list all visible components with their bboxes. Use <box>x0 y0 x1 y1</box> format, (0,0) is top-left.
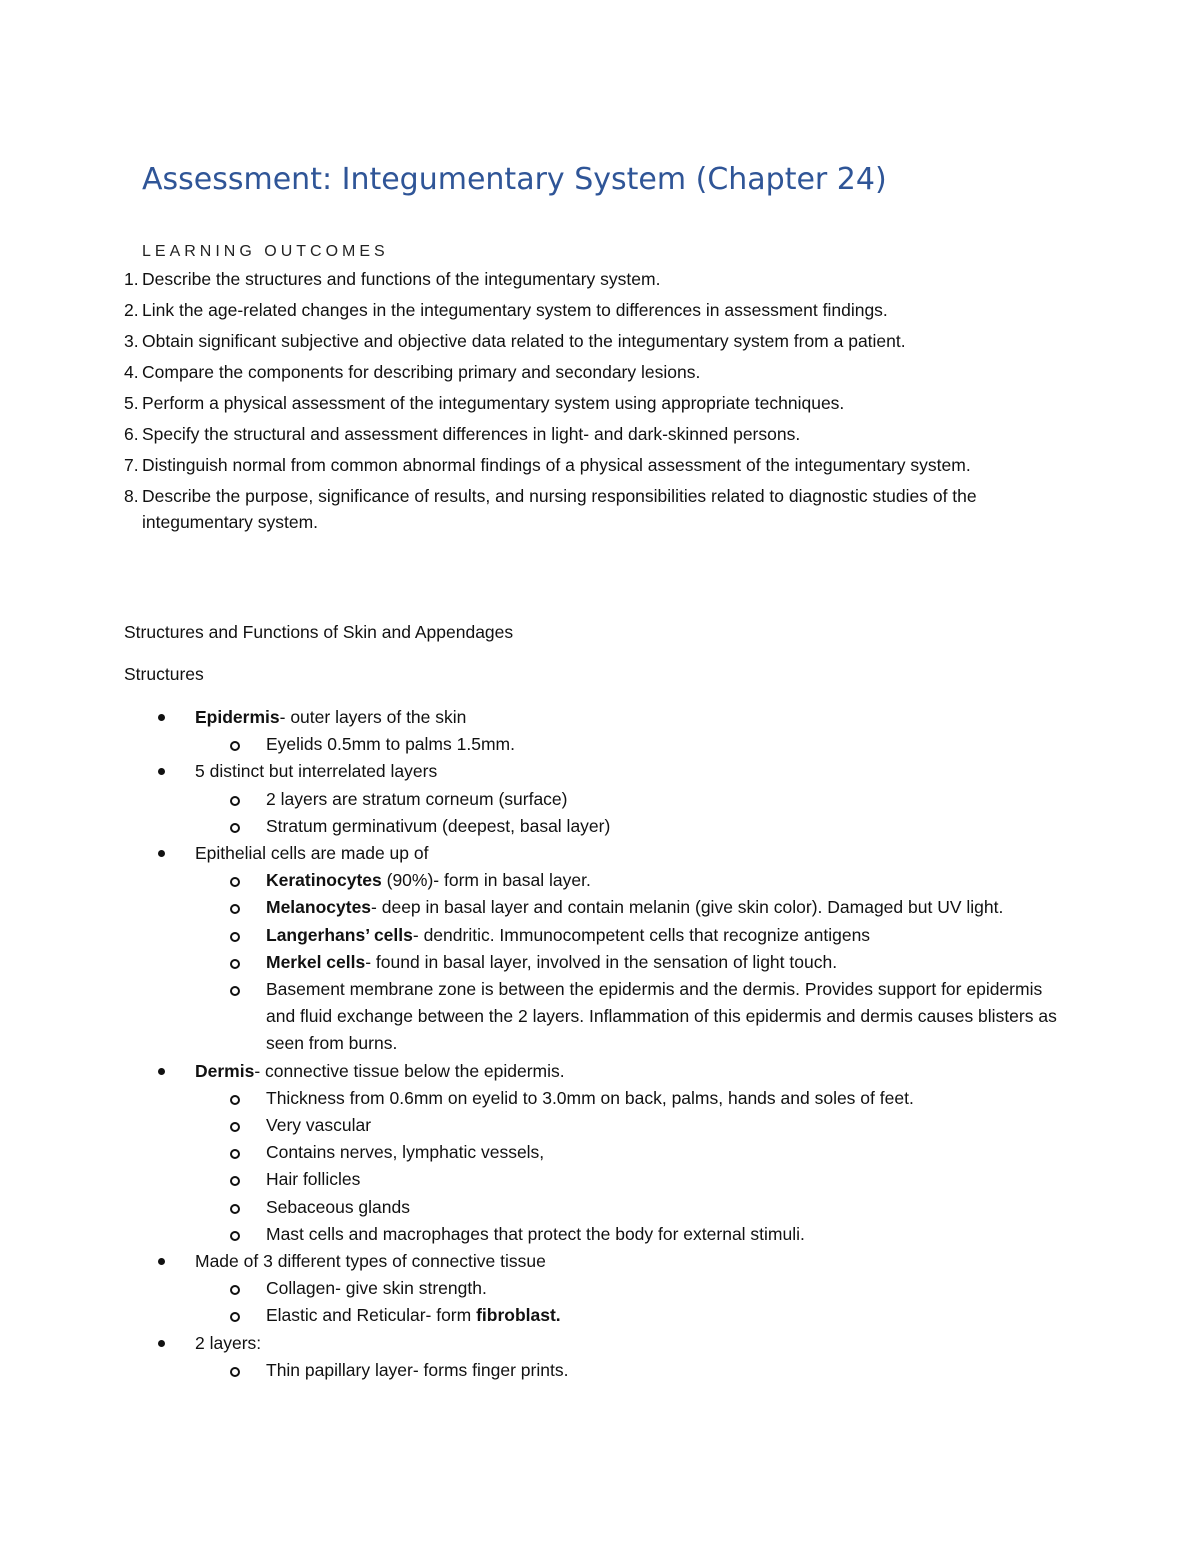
sub-bullet-term-after: fibroblast. <box>476 1305 561 1326</box>
sub-bullet-item <box>195 922 1064 949</box>
outcome-number: 2. <box>124 300 139 320</box>
hollow-bullet-icon <box>230 1149 240 1159</box>
sub-bullet-text: - found in basal layer, involved in the sensation of light touch. <box>365 951 838 972</box>
sub-bullet-text: Hair follicles <box>266 1169 361 1190</box>
sub-bullet-item <box>195 1166 1064 1193</box>
learning-outcomes-list <box>124 266 1064 540</box>
sub-bullet-text: Mast cells and macrophages that protect the body for external stimuli. <box>266 1223 805 1244</box>
sub-bullet-text: Thickness from 0.6mm on eyelid to 3.0mm on back, palms, hands and soles of feet. <box>266 1087 914 1108</box>
hollow-bullet-icon <box>230 796 240 806</box>
bullet-item <box>124 704 1064 758</box>
bullet-term: Dermis <box>195 1060 255 1081</box>
outcome-text: Specify the structural and assessment differences in light- and dark-skinned persons. <box>142 424 801 444</box>
sub-bullet-text: Sebaceous glands <box>266 1196 410 1217</box>
hollow-bullet-icon <box>230 741 240 751</box>
sub-bullet-item <box>195 1112 1064 1139</box>
outcome-number: 8. <box>124 486 139 506</box>
bullet-item <box>124 758 1064 840</box>
hollow-bullet-icon <box>230 1231 240 1241</box>
sub-bullet-text: Collagen- give skin strength. <box>266 1278 487 1299</box>
bullet-text: - connective tissue below the epidermis. <box>254 1060 565 1081</box>
hollow-bullet-icon <box>230 1312 240 1322</box>
hollow-bullet-icon <box>230 1095 240 1105</box>
sub-bullet-list <box>195 1275 1064 1329</box>
sub-bullet-item <box>195 949 1064 976</box>
hollow-bullet-icon <box>230 823 240 833</box>
sub-bullet-text: Elastic and Reticular- form <box>266 1305 477 1326</box>
bullet-text: - outer layers of the skin <box>279 707 467 727</box>
sub-bullet-text: - dendritic. Immunocompetent cells that recognize antigens <box>412 924 871 945</box>
sub-bullet-term: Merkel cells <box>266 951 366 972</box>
hollow-bullet-icon <box>230 1122 240 1132</box>
document-title: Assessment: Integumentary System (Chapter 24) <box>142 162 887 197</box>
outcome-number: 7. <box>124 455 139 475</box>
hollow-bullet-icon <box>230 1285 240 1295</box>
hollow-bullet-icon <box>230 986 240 996</box>
sub-bullet-text: (90%)- form in basal layer. <box>381 870 591 891</box>
sub-bullet-text: Basement membrane zone is between the epidermis and the dermis. Provides support for epidermis and fluid exchange between the 2 layers. Inflammation of this epidermis and dermis causes blisters as seen from burns. <box>266 979 1057 1054</box>
sub-bullet-text: Stratum germinativum (deepest, basal layer) <box>266 815 611 836</box>
sub-bullet-text: Very vascular <box>266 1115 372 1136</box>
bullet-dot-icon <box>158 714 165 721</box>
hollow-bullet-icon <box>230 1176 240 1186</box>
bullet-term: Epidermis <box>195 707 280 727</box>
bullet-text: 2 layers: <box>195 1332 262 1353</box>
sub-bullet-item <box>195 976 1064 1058</box>
sub-bullet-item <box>195 1275 1064 1302</box>
sub-bullet-item <box>195 867 1064 894</box>
outcome-number: 1. <box>124 269 139 289</box>
bullet-dot-icon <box>158 1258 165 1265</box>
learning-outcome-item <box>124 328 1064 354</box>
bullet-dot-icon <box>158 850 165 857</box>
bullet-dot-icon <box>158 1340 165 1347</box>
outcome-number: 5. <box>124 393 139 413</box>
sub-bullet-list <box>195 1357 1064 1384</box>
sub-bullet-list <box>195 867 1064 1057</box>
bullet-dot-icon <box>158 768 165 775</box>
hollow-bullet-icon <box>230 904 240 914</box>
learning-outcome-item <box>124 266 1064 292</box>
learning-outcome-item <box>124 452 1064 478</box>
outcome-number: 6. <box>124 424 139 444</box>
outcome-text: Compare the components for describing primary and secondary lesions. <box>142 362 701 382</box>
sub-bullet-text: 2 layers are stratum corneum (surface) <box>266 788 568 809</box>
sub-bullet-item <box>195 786 1064 813</box>
learning-outcomes-heading: LEARNING OUTCOMES <box>142 243 389 260</box>
bullet-item <box>124 1330 1064 1384</box>
bullet-item <box>124 1248 1064 1330</box>
outcome-text: Distinguish normal from common abnormal findings of a physical assessment of the integumentary system. <box>142 455 971 475</box>
learning-outcome-item <box>124 390 1064 416</box>
sub-bullet-text: Contains nerves, lymphatic vessels, <box>266 1142 545 1163</box>
outcome-number: 4. <box>124 362 139 382</box>
sub-bullet-item <box>195 1139 1064 1166</box>
outcome-text: Perform a physical assessment of the integumentary system using appropriate techniques. <box>142 393 845 413</box>
outcome-text: Describe the purpose, significance of results, and nursing responsibilities related to diagnostic studies of the integumentary system. <box>142 486 977 532</box>
sub-bullet-text: Eyelids 0.5mm to palms 1.5mm. <box>266 734 515 755</box>
outcome-number: 3. <box>124 331 139 351</box>
outcome-text: Describe the structures and functions of the integumentary system. <box>142 269 661 289</box>
sub-bullet-item <box>195 813 1064 840</box>
sub-bullet-item <box>195 894 1064 921</box>
hollow-bullet-icon <box>230 959 240 969</box>
sub-bullet-item <box>195 1357 1064 1384</box>
outcome-text: Obtain significant subjective and objective data related to the integumentary system from a patient. <box>142 331 906 351</box>
sub-bullet-term: Keratinocytes <box>266 870 382 891</box>
sub-bullet-text: - deep in basal layer and contain melanin (give skin color). Damaged but UV light. <box>371 897 1004 918</box>
learning-outcome-item <box>124 421 1064 447</box>
outcome-text: Link the age-related changes in the integumentary system to differences in assessment findings. <box>142 300 888 320</box>
structures-bullet-list <box>124 704 1064 1384</box>
hollow-bullet-icon <box>230 877 240 887</box>
sub-bullet-term: Langerhans’ cells <box>266 924 413 945</box>
sub-bullet-item <box>195 1302 1064 1329</box>
sub-bullet-list <box>195 1085 1064 1248</box>
sub-bullet-term: Melanocytes <box>266 897 372 918</box>
bullet-item <box>124 840 1064 1058</box>
sub-bullet-list <box>195 731 1064 758</box>
learning-outcome-item <box>124 483 1064 535</box>
hollow-bullet-icon <box>230 1204 240 1214</box>
hollow-bullet-icon <box>230 932 240 942</box>
section-subtitle: Structures <box>124 664 204 684</box>
sub-bullet-item <box>195 1085 1064 1112</box>
sub-bullet-text: Thin papillary layer- forms finger prints. <box>266 1359 569 1380</box>
learning-outcome-item <box>124 359 1064 385</box>
section-title: Structures and Functions of Skin and Appendages <box>124 622 514 642</box>
bullet-text: Made of 3 different types of connective tissue <box>195 1251 546 1272</box>
sub-bullet-item <box>195 731 1064 758</box>
bullet-dot-icon <box>158 1068 165 1075</box>
bullet-text: Epithelial cells are made up of <box>195 843 429 864</box>
learning-outcome-item <box>124 297 1064 323</box>
sub-bullet-item <box>195 1194 1064 1221</box>
hollow-bullet-icon <box>230 1367 240 1377</box>
sub-bullet-item <box>195 1221 1064 1248</box>
bullet-item <box>124 1058 1064 1248</box>
bullet-text: 5 distinct but interrelated layers <box>195 761 438 782</box>
sub-bullet-list <box>195 786 1064 840</box>
